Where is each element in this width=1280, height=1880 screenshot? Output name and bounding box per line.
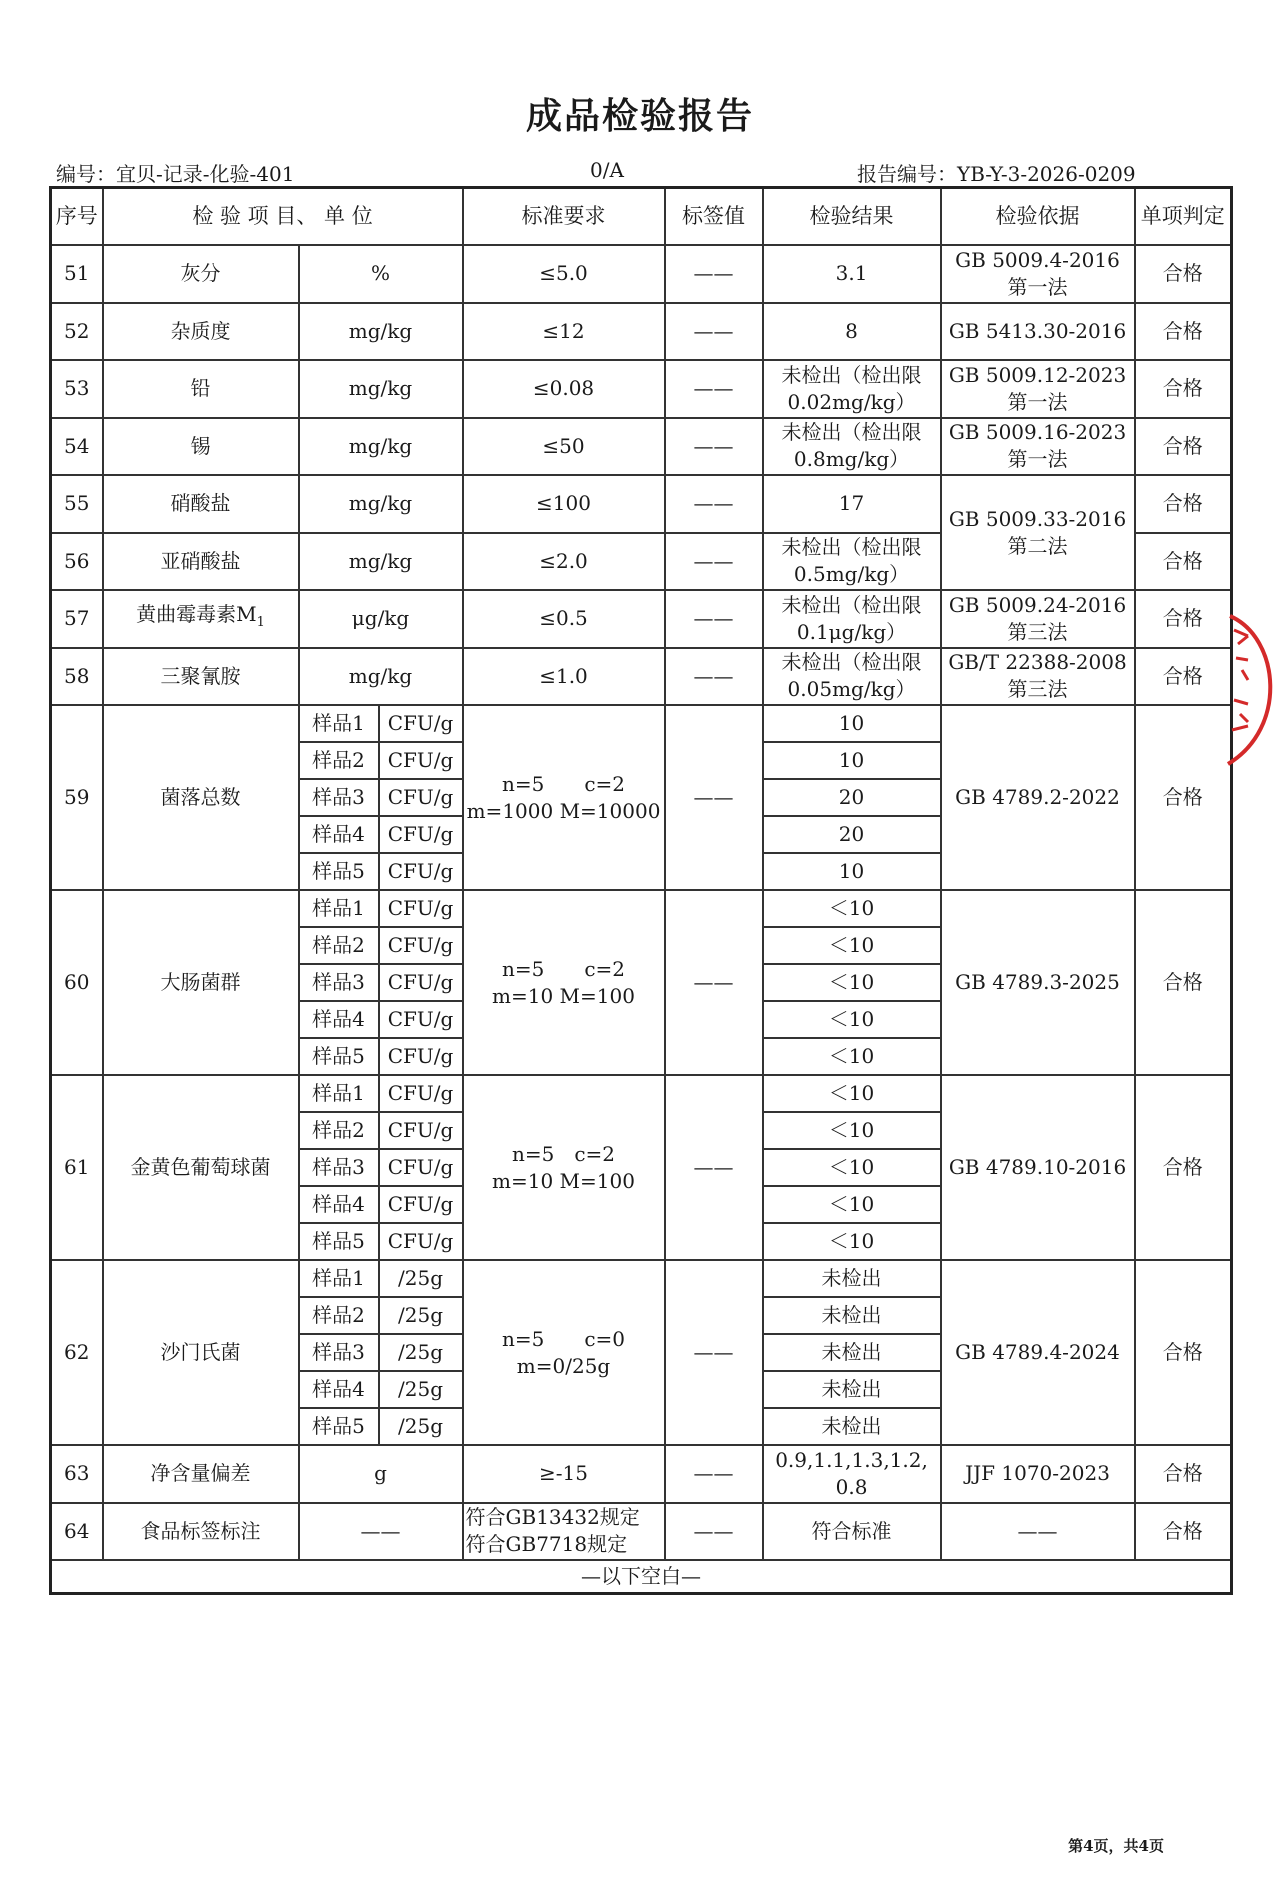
sample-unit: CFU/g: [379, 1075, 463, 1112]
result-line: 0.5mg/kg）: [793, 562, 910, 587]
table-row: [51, 590, 1232, 648]
basis-line: 第一法: [1007, 447, 1068, 472]
inspection-table: [49, 186, 1233, 1595]
row-no: 53: [51, 360, 103, 418]
row-no: 58: [51, 648, 103, 706]
label-value: ——: [665, 1075, 763, 1260]
verdict: 合格: [1135, 1445, 1232, 1503]
item-name: 亚硝酸盐: [103, 533, 299, 591]
basis-line: GB 5009.33-2016: [948, 506, 1127, 531]
item-unit: g: [299, 1445, 463, 1503]
sample-unit: CFU/g: [379, 964, 463, 1001]
seal-mark: [1232, 630, 1248, 730]
standard-line: n=5 c=2: [511, 1141, 616, 1166]
verdict: 合格: [1135, 245, 1232, 303]
sample-name: 样品4: [299, 816, 379, 853]
standard-line: n=5 c=2: [501, 771, 626, 796]
basis-line: GB/T 22388-2008: [948, 650, 1127, 675]
sample-name: 样品5: [299, 1408, 379, 1445]
label-value: ——: [665, 418, 763, 476]
standard-line: m=10 M=100: [492, 983, 635, 1008]
sample-result: 未检出: [763, 1260, 941, 1297]
row-no: 52: [51, 303, 103, 361]
item-unit: mg/kg: [299, 475, 463, 533]
header-label-value: 标签值: [665, 188, 763, 246]
sample-result: 20: [763, 779, 941, 816]
verdict: 合格: [1135, 1260, 1232, 1445]
result-line: 0.8mg/kg）: [793, 447, 910, 472]
header-result: 检验结果: [763, 188, 941, 246]
table-row: [51, 1503, 1232, 1561]
sample-result: 10: [763, 705, 941, 742]
basis: ——: [941, 1503, 1135, 1561]
blank-row: [51, 1560, 1232, 1593]
row-no: 54: [51, 418, 103, 476]
basis-line: GB 5009.12-2023: [948, 362, 1127, 387]
basis-line: 第一法: [1007, 274, 1068, 299]
sample-result: 未检出: [763, 1297, 941, 1334]
sample-result: 10: [763, 742, 941, 779]
item-name: 硝酸盐: [103, 475, 299, 533]
standard: ≤0.08: [463, 360, 665, 418]
result-line: 未检出（检出限: [781, 420, 922, 445]
item-name: 灰分: [103, 245, 299, 303]
item-unit: μg/kg: [299, 590, 463, 648]
header-row: [51, 188, 1232, 246]
sample-name: 样品4: [299, 1371, 379, 1408]
table-row: [51, 475, 1232, 533]
standard-line: 符合GB13432规定: [465, 1505, 640, 1530]
verdict: 合格: [1135, 303, 1232, 361]
row-no: 59: [51, 705, 103, 890]
result-line: 0.8: [835, 1474, 868, 1499]
sample-result: ＜10: [763, 927, 941, 964]
sample-name: 样品1: [299, 890, 379, 927]
sample-name: 样品5: [299, 1223, 379, 1260]
item-name: 铅: [103, 360, 299, 418]
result: [763, 590, 941, 648]
result: [763, 360, 941, 418]
sample-unit: CFU/g: [379, 705, 463, 742]
sample-name: 样品4: [299, 1186, 379, 1223]
label-value: ——: [665, 1445, 763, 1503]
label-value: ——: [665, 705, 763, 890]
result-line: 0.9,1.1,1.3,1.2,: [775, 1447, 928, 1472]
sample-result: ＜10: [763, 964, 941, 1001]
verdict: 合格: [1135, 890, 1232, 1075]
item-name: 金黄色葡萄球菌: [103, 1075, 299, 1260]
document-version: 0/A: [590, 158, 624, 182]
row-no: 60: [51, 890, 103, 1075]
sample-name: 样品3: [299, 1149, 379, 1186]
sample-unit: /25g: [379, 1334, 463, 1371]
page-footer: 第4页，共4页: [1068, 1837, 1164, 1855]
sample-unit: CFU/g: [379, 927, 463, 964]
sample-name: 样品3: [299, 779, 379, 816]
row-no: 62: [51, 1260, 103, 1445]
result: 3.1: [763, 245, 941, 303]
sample-result: ＜10: [763, 1075, 941, 1112]
sample-unit: CFU/g: [379, 1038, 463, 1075]
standard: ≤0.5: [463, 590, 665, 648]
sample-unit: CFU/g: [379, 1112, 463, 1149]
label-value: ——: [665, 648, 763, 706]
table-row: [51, 890, 1232, 927]
sample-name: 样品1: [299, 705, 379, 742]
item-name-subscript: 1: [256, 615, 265, 631]
header-standard: 标准要求: [463, 188, 665, 246]
basis: GB 4789.3-2025: [941, 890, 1135, 1075]
sample-unit: CFU/g: [379, 890, 463, 927]
item-unit: mg/kg: [299, 648, 463, 706]
result: [763, 648, 941, 706]
standard: ≤50: [463, 418, 665, 476]
header-item-unit: 检 验 项 目、 单 位: [103, 188, 463, 246]
basis: JJF 1070-2023: [941, 1445, 1135, 1503]
item-unit: mg/kg: [299, 533, 463, 591]
header-basis: 检验依据: [941, 188, 1135, 246]
result-line: 未检出（检出限: [781, 650, 922, 675]
sample-name: 样品2: [299, 1297, 379, 1334]
sample-result: ＜10: [763, 1223, 941, 1260]
table-row: [51, 705, 1232, 742]
sample-name: 样品2: [299, 1112, 379, 1149]
label-value: ——: [665, 475, 763, 533]
sample-unit: CFU/g: [379, 853, 463, 890]
result-line: 未检出（检出限: [781, 535, 922, 560]
sample-unit: CFU/g: [379, 1001, 463, 1038]
basis: GB 4789.2-2022: [941, 705, 1135, 890]
label-value: ——: [665, 890, 763, 1075]
table-row: [51, 1260, 1232, 1297]
basis: [941, 360, 1135, 418]
result: 符合标准: [763, 1503, 941, 1561]
standard: ≥-15: [463, 1445, 665, 1503]
sample-result: ＜10: [763, 1149, 941, 1186]
item-unit: mg/kg: [299, 360, 463, 418]
standard: ≤12: [463, 303, 665, 361]
result: [763, 533, 941, 591]
seal-arc: [1228, 616, 1270, 764]
red-seal-stamp: [1222, 610, 1280, 770]
sample-result: 未检出: [763, 1371, 941, 1408]
row-no: 55: [51, 475, 103, 533]
item-name-text: 黄曲霉毒素M: [136, 602, 257, 627]
basis-line: 第三法: [1007, 619, 1068, 644]
sample-result: ＜10: [763, 1001, 941, 1038]
result-line: 0.1μg/kg）: [796, 619, 907, 644]
result: 17: [763, 475, 941, 533]
sample-unit: CFU/g: [379, 779, 463, 816]
result-line: 0.02mg/kg）: [787, 389, 916, 414]
sample-result: 20: [763, 816, 941, 853]
item-name: 菌落总数: [103, 705, 299, 890]
sample-name: 样品4: [299, 1001, 379, 1038]
label-value: ——: [665, 303, 763, 361]
item-name: 锡: [103, 418, 299, 476]
verdict: 合格: [1135, 1075, 1232, 1260]
verdict: 合格: [1135, 533, 1232, 591]
standard: ≤1.0: [463, 648, 665, 706]
result: 8: [763, 303, 941, 361]
basis-line: 第一法: [1007, 389, 1068, 414]
sample-unit: CFU/g: [379, 1186, 463, 1223]
basis-line: GB 5009.4-2016: [955, 247, 1120, 272]
label-value: ——: [665, 590, 763, 648]
label-value: ——: [665, 1503, 763, 1561]
sample-unit: CFU/g: [379, 742, 463, 779]
verdict: 合格: [1135, 590, 1232, 648]
label-value: ——: [665, 533, 763, 591]
sample-result: 未检出: [763, 1408, 941, 1445]
sample-name: 样品3: [299, 964, 379, 1001]
sample-name: 样品2: [299, 927, 379, 964]
basis-line: 第三法: [1007, 677, 1068, 702]
standard-line: m=0/25g: [516, 1353, 611, 1378]
row-no: 63: [51, 1445, 103, 1503]
basis: [941, 590, 1135, 648]
sample-unit: CFU/g: [379, 816, 463, 853]
item-name: [103, 590, 299, 648]
basis: GB 4789.4-2024: [941, 1260, 1135, 1445]
verdict: 合格: [1135, 475, 1232, 533]
sample-unit: CFU/g: [379, 1149, 463, 1186]
verdict: 合格: [1135, 360, 1232, 418]
result: [763, 418, 941, 476]
row-no: 56: [51, 533, 103, 591]
basis: [941, 245, 1135, 303]
table-row: [51, 1445, 1232, 1503]
blank-notice: —以下空白—: [51, 1560, 1232, 1593]
verdict: 合格: [1135, 705, 1232, 890]
item-name: 三聚氰胺: [103, 648, 299, 706]
verdict: 合格: [1135, 418, 1232, 476]
result: [763, 1445, 941, 1503]
header-no: 序号: [51, 188, 103, 246]
standard-line: 符合GB7718规定: [465, 1532, 628, 1557]
item-name: 大肠菌群: [103, 890, 299, 1075]
item-name: 净含量偏差: [103, 1445, 299, 1503]
document-number: 编号：宜贝-记录-化验-401: [56, 162, 295, 186]
report-number: 报告编号：YB-Y-3-2026-0209: [857, 162, 1136, 186]
standard-line: m=1000 M=10000: [466, 798, 661, 823]
row-no: 61: [51, 1075, 103, 1260]
standard-line: n=5 c=0: [501, 1326, 626, 1351]
table-row: [51, 418, 1232, 476]
result-line: 未检出（检出限: [781, 592, 922, 617]
table-row: [51, 648, 1232, 706]
sample-name: 样品1: [299, 1260, 379, 1297]
row-no: 64: [51, 1503, 103, 1561]
standard: [463, 1260, 665, 1445]
basis-line: GB 5009.24-2016: [948, 592, 1127, 617]
sample-result: ＜10: [763, 890, 941, 927]
basis: [941, 648, 1135, 706]
row-no: 57: [51, 590, 103, 648]
sample-result: ＜10: [763, 1112, 941, 1149]
basis-line: GB 5009.16-2023: [948, 420, 1127, 445]
label-value: ——: [665, 245, 763, 303]
basis: GB 5413.30-2016: [941, 303, 1135, 361]
sample-name: 样品2: [299, 742, 379, 779]
item-name: 食品标签标注: [103, 1503, 299, 1561]
item-unit: ——: [299, 1503, 463, 1561]
item-unit: mg/kg: [299, 303, 463, 361]
standard: ≤5.0: [463, 245, 665, 303]
standard-line: n=5 c=2: [501, 956, 626, 981]
sample-result: ＜10: [763, 1038, 941, 1075]
item-name: 沙门氏菌: [103, 1260, 299, 1445]
standard: [463, 890, 665, 1075]
sample-name: 样品1: [299, 1075, 379, 1112]
label-value: ——: [665, 1260, 763, 1445]
standard: [463, 705, 665, 890]
sample-result: ＜10: [763, 1186, 941, 1223]
sample-name: 样品5: [299, 853, 379, 890]
table-row: [51, 1075, 1232, 1112]
sample-result: 未检出: [763, 1334, 941, 1371]
result-line: 未检出（检出限: [781, 362, 922, 387]
table-row: [51, 360, 1232, 418]
basis: [941, 418, 1135, 476]
standard: [463, 1503, 665, 1561]
sample-unit: /25g: [379, 1371, 463, 1408]
basis-line: 第二法: [1007, 533, 1068, 558]
sample-result: 10: [763, 853, 941, 890]
table-row: [51, 245, 1232, 303]
header-verdict: 单项判定: [1135, 188, 1232, 246]
item-unit: %: [299, 245, 463, 303]
table-row: [51, 303, 1232, 361]
basis: [941, 475, 1135, 590]
standard: ≤2.0: [463, 533, 665, 591]
standard: ≤100: [463, 475, 665, 533]
basis: GB 4789.10-2016: [941, 1075, 1135, 1260]
label-value: ——: [665, 360, 763, 418]
sample-unit: /25g: [379, 1408, 463, 1445]
sample-unit: /25g: [379, 1297, 463, 1334]
sample-unit: CFU/g: [379, 1223, 463, 1260]
result-line: 0.05mg/kg）: [787, 677, 916, 702]
sample-name: 样品5: [299, 1038, 379, 1075]
standard: [463, 1075, 665, 1260]
item-unit: mg/kg: [299, 418, 463, 476]
sample-unit: /25g: [379, 1260, 463, 1297]
standard-line: m=10 M=100: [492, 1168, 635, 1193]
verdict: 合格: [1135, 1503, 1232, 1561]
report-title: 成品检验报告: [525, 95, 754, 137]
verdict: 合格: [1135, 648, 1232, 706]
sample-name: 样品3: [299, 1334, 379, 1371]
item-name: 杂质度: [103, 303, 299, 361]
row-no: 51: [51, 245, 103, 303]
